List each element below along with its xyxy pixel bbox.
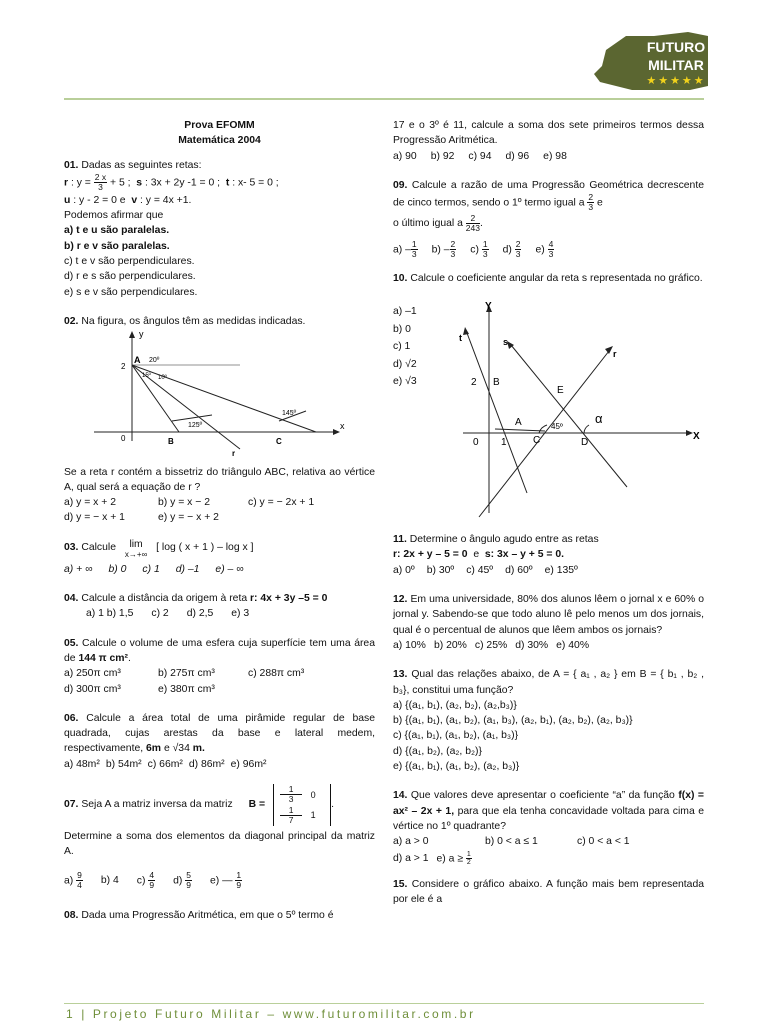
q09-text2: o último igual a — [393, 218, 463, 230]
question-09: 09. Calcule a razão de uma Progressão Geométrica decrescente de cinco termos, sendo o 1º termo igual a $\frac{2}{3}$ e o último igual a $\frac{2}{243}$ . a) – $\frac{1}{3}$ b) – $\frac{2}{3}$ c) $\frac{1}{3}$ d) $\frac{2}{3}$ e) $\frac{4}{3}$ — [393, 179, 704, 259]
logo-line2: MILITAR — [648, 57, 704, 73]
q10-label-s: s — [503, 337, 509, 348]
q01-number: 01. — [64, 159, 79, 171]
q14-function: f(x) = ax² – 2x + 1, — [393, 790, 704, 817]
logo-stars: ★★★★★ — [646, 75, 706, 87]
q01-r-post: + 5 ; — [110, 177, 131, 189]
question-15 — [393, 877, 704, 908]
q04-text: Calcule a distância da origem à reta — [81, 593, 248, 605]
q14-text2: para que ela tenha concavidade voltada para cima e vértice no 1º quadrante? — [393, 805, 705, 832]
q06-lateral-length: √34 — [172, 743, 190, 755]
page-footer: 1 | Projeto Futuro Militar – www.futuromilitar.com.br — [66, 1007, 476, 1021]
q14-text: Que valores deve apresentar o coeficiente “a” da função — [410, 790, 675, 802]
q11-option-c: c) 45º — [466, 564, 494, 576]
q03-expression: [ log ( x + 1 ) – log x ] — [156, 541, 254, 553]
q02-label-x: x — [340, 421, 345, 432]
header-divider — [64, 98, 704, 100]
q14-option-b: b) 0 < a ≤ 1 — [485, 836, 538, 848]
q05-number: 05. — [64, 637, 79, 649]
q06-number: 06. — [64, 712, 79, 724]
q01-t-eq: : x- 5 = 0 ; — [232, 177, 279, 189]
q01-lead: Podemos afirmar que — [64, 210, 164, 222]
q07-option-a: a) $\frac{9}{4}$ — [64, 870, 82, 891]
question-03 — [64, 540, 375, 577]
question-10 — [393, 271, 704, 523]
q02-option-d: d) y = − x + 1 — [64, 512, 125, 524]
q07-option-e: e) — $\frac{1}{9}$ — [209, 870, 242, 891]
q06-option-c: c) 66m² — [147, 758, 183, 770]
q09-and: e — [597, 197, 603, 209]
q04-equation: r: 4x + 3y –5 = 0 — [250, 593, 328, 605]
q10-label-A: A — [515, 417, 522, 429]
q05-option-c: c) 288π cm³ — [248, 668, 305, 680]
q14-number: 14. — [393, 790, 408, 802]
right-column — [393, 118, 704, 907]
q10-number: 10. — [393, 273, 408, 285]
q05-area: 144 π cm² — [78, 652, 128, 664]
q02-option-a: a) y = x + 2 — [64, 497, 116, 509]
q01-option-b: b) r e v são paralelas. — [64, 240, 170, 252]
q14-option-a: a) a > 0 — [393, 836, 429, 848]
q12-option-a: a) 10% — [393, 639, 426, 651]
q05-option-e: e) 380π cm³ — [158, 683, 215, 695]
q01-u-eq: : y - 2 = 0 e — [73, 194, 126, 206]
q09-option-e: e) $\frac{4}{3}$ — [535, 238, 554, 259]
q09-option-d: d) $\frac{2}{3}$ — [502, 238, 521, 259]
q08-option-a: a) 90 — [393, 150, 417, 162]
q10-option-c: c) 1 — [393, 341, 411, 353]
q10-line-r — [479, 351, 609, 517]
q01-t-label: t — [225, 177, 230, 189]
logo-line1: FUTURO — [646, 39, 706, 55]
q14-option-d: d) a > 1 — [393, 852, 429, 864]
q09-option-c: c) $\frac{1}{3}$ — [470, 238, 488, 259]
question-07: 07. Seja A a matriz inversa da matriz B = 1 3 0 1 7 1 . Determine a soma dos elementos da diagonal principal da matriz A. a) $\frac{9}{4}$ b) 4 c) $\frac{4}{9}$ d) $\frac{5}{9}$ e) — $\frac{1}{9}$ — [64, 784, 375, 891]
q13-option-d: d) {(a₁, b₂), (a₂, b₂)} — [393, 745, 482, 757]
doc-title: Prova EFOMM — [184, 120, 255, 131]
q08-option-e: e) 98 — [543, 150, 567, 162]
q10-option-e: e) √3 — [393, 376, 417, 388]
q10-label-r: r — [613, 349, 617, 360]
q14-option-e: e) a ≥ $\frac{1}{2}$ — [436, 850, 471, 866]
q01-v-label: v — [131, 194, 138, 206]
q01-r-fraction: $\frac{2 x}{3}$ — [94, 171, 107, 192]
q01-r-label: r — [64, 177, 69, 189]
q10-text: Calcule o coeficiente angular da reta s representada no gráfico. — [410, 273, 703, 285]
q11-option-e: e) 135º — [544, 564, 578, 576]
q10-line-s — [511, 345, 627, 487]
q12-text: Em uma universidade, 80% dos alunos lêem o jornal x e 60% o jornal y. Sabendo-se que todo aluno lê pelo menos um dos jornais, qual é o percentual de alunos que lêem ambos os jornais? — [393, 594, 704, 636]
q07-number: 07. — [64, 799, 79, 811]
q02-line-ab — [132, 365, 179, 432]
q03-number: 03. — [64, 541, 79, 553]
q06-option-a: a) 48m² — [64, 758, 100, 770]
q07-option-b: b) 4 — [100, 874, 119, 886]
q02-angle-125: 125º — [188, 422, 203, 430]
q07-matrix-label: B = — [248, 799, 266, 811]
q11-and: e — [473, 549, 480, 561]
doc-subtitle: Matemática 2004 — [178, 135, 261, 147]
q06-option-b: b) 54m² — [105, 758, 142, 770]
q10-label-1: 1 — [501, 437, 507, 449]
q10-option-d: d) √2 — [393, 358, 417, 370]
q13-number: 13. — [393, 669, 408, 681]
q02-angle-145: 145º — [282, 410, 297, 418]
q11-line-s: s: 3x – y + 5 = 0. — [484, 549, 565, 561]
q15-number: 15. — [393, 878, 408, 890]
q02-label-2: 2 — [121, 362, 126, 372]
q01-option-c: c) t e v são perpendiculares. — [64, 256, 195, 268]
q08-text-cont: 17 e o 3º é 11, calcule a soma dos sete primeiros termos dessa Progressão Aritmética. — [393, 120, 704, 147]
q02-label-y: y — [139, 329, 144, 340]
q01-u-label: u — [64, 194, 71, 206]
footer-divider — [64, 1003, 704, 1004]
q14-option-c: c) 0 < a < 1 — [577, 836, 630, 848]
q10-label-X: X — [693, 431, 700, 443]
q07-matrix: 1 3 0 1 7 1 — [273, 784, 331, 826]
q07-option-c: c) $\frac{4}{9}$ — [136, 870, 155, 891]
q11-text: Determine o ângulo agudo entre as retas — [409, 534, 599, 546]
question-14 — [393, 788, 704, 867]
q04-number: 04. — [64, 593, 79, 605]
q02-label-r: r — [232, 449, 236, 459]
q01-text: Dadas as seguintes retas: — [81, 159, 202, 171]
q07-text2: Determine a soma dos elementos da diagonal principal da matriz A. — [64, 831, 375, 858]
q03-option-a: a) + ∞ — [64, 563, 93, 575]
q12-option-b: b) 20% — [433, 639, 467, 651]
q06-unit: m. — [192, 743, 205, 755]
q01-s-eq: : 3x + 2y -1 = 0 ; — [144, 177, 221, 189]
q02-text: Na figura, os ângulos têm as medidas indicadas. — [81, 315, 306, 327]
q11-option-a: a) 0º — [393, 564, 415, 576]
left-column — [64, 118, 375, 923]
question-08 — [64, 908, 375, 923]
q10-figure — [447, 301, 707, 523]
q02-text2: Se a reta r contém a bissetriz do triângulo ABC, relativa ao vértice A, qual será a equação de r ? — [64, 466, 375, 493]
question-01 — [64, 158, 375, 300]
q08-number: 08. — [64, 909, 79, 921]
q03-limit: lim x→+∞ — [124, 538, 148, 559]
q03-option-b: b) 0 — [108, 563, 127, 575]
futuro-militar-logo — [592, 30, 710, 92]
q01-s-label: s — [136, 177, 143, 189]
q10-line-t — [467, 333, 527, 493]
q10-option-b: b) 0 — [393, 323, 411, 335]
q06-and: e — [163, 743, 170, 755]
q10-label-D: D — [581, 437, 589, 449]
q05-text: Calcule o volume de uma esfera cuja superfície tem uma área de — [64, 637, 375, 664]
question-04 — [64, 591, 375, 622]
q02-label-0: 0 — [121, 434, 126, 444]
q10-label-t: t — [459, 333, 462, 344]
q06-option-e: e) 96m² — [230, 758, 267, 770]
q02-label-A: A — [134, 355, 141, 366]
logo-shape — [592, 30, 710, 92]
q02-figure — [64, 329, 375, 459]
q06-base-length: 6m — [146, 743, 162, 755]
q10-angle-alpha: α — [595, 411, 603, 427]
q06-text: Calcule a área total de uma pirâmide regular de base quadrada, cujas arestas da base e lateral medem, respectivamente, — [64, 712, 375, 755]
q12-number: 12. — [393, 594, 408, 606]
q10-label-Y: Y — [485, 301, 492, 313]
q10-option-a: a) –1 — [393, 306, 417, 318]
question-05: 05. Calcule o volume de uma esfera cuja superfície tem uma área de 144 π cm². a) 250π cm³ b) 275π cm³ c) 288π cm³ d) 300π cm³ e) 380π cm³ — [64, 636, 375, 697]
q03-option-d: d) –1 — [175, 563, 200, 575]
q02-option-c: c) y = − 2x + 1 — [248, 497, 315, 509]
q13-option-a: a) {(a₁, b₁), (a₂, b₂), (a₂,b₃)} — [393, 699, 517, 711]
q12-option-c: c) 25% — [474, 639, 508, 651]
question-11 — [393, 532, 704, 578]
q05-option-a: a) 250π cm³ — [64, 668, 121, 680]
q01-option-d: d) r e s são perpendiculares. — [64, 271, 196, 283]
question-13 — [393, 667, 704, 774]
q12-option-e: e) 40% — [556, 639, 590, 651]
q13-option-e: e) {(a₁, b₁), (a₁, b₂), (a₂, b₃)} — [393, 761, 520, 773]
q03-option-c: c) 1 — [142, 563, 160, 575]
q02-angle-20: 20º — [149, 357, 160, 365]
q10-label-B: B — [493, 377, 500, 389]
q06-option-d: d) 86m² — [188, 758, 225, 770]
q04-option-c: c) 2 — [151, 608, 169, 620]
q13-option-c: c) {(a₁, b₁), (a₁, b₂), (a₁, b₃)} — [393, 730, 519, 742]
q10-label-0: 0 — [473, 437, 479, 449]
q09-text: Calcule a razão de uma Progressão Geométrica decrescente de cinco termos, sendo o 1º termo igual a — [393, 179, 704, 209]
q13-text: Qual das relações abaixo, de A = { a₁ , a₂ } em B = { b₁ , b₂ , b₃}, constitui uma função? — [393, 669, 704, 696]
q02-option-e: e) y = − x + 2 — [158, 512, 219, 524]
q08-option-c: c) 94 — [468, 150, 492, 162]
q09-option-a: a) – $\frac{1}{3}$ — [393, 238, 417, 259]
q09-number: 09. — [393, 179, 408, 191]
q15-text: Considere o gráfico abaixo. A função mais bem representada por ele é a — [393, 878, 704, 905]
q02-label-C: C — [276, 437, 282, 447]
q12-option-d: d) 30% — [515, 639, 549, 651]
q05-option-b: b) 275π cm³ — [158, 668, 215, 680]
q02-angle-10: 10º — [158, 375, 167, 382]
q07-option-d: d) $\frac{5}{9}$ — [173, 870, 191, 891]
q11-number: 11. — [393, 534, 407, 546]
q13-option-b: b) {(a₁, b₁), (a₁, b₂), (a₁, b₃), (a₂, b₁), (a₂, b₂), (a₂, b₃)} — [393, 715, 633, 727]
q01-option-e: e) s e v são perpendiculares. — [64, 286, 198, 298]
q01-option-a: a) t e u são paralelas. — [64, 225, 170, 237]
q08-text: Dada uma Progressão Aritmética, em que o 5º termo é — [81, 909, 334, 921]
q01-v-eq: : y = 4x +1. — [139, 194, 192, 206]
q10-label-E: E — [557, 385, 564, 397]
q11-line-r: r: 2x + y – 5 = 0 — [393, 549, 468, 561]
q03-option-e: e) – ∞ — [215, 563, 244, 575]
question-08-cont — [393, 118, 704, 164]
q11-option-b: b) 30º — [426, 564, 455, 576]
q02-number: 02. — [64, 315, 79, 327]
q10-angle-45: 45º — [551, 422, 563, 432]
q07-text: Seja A a matriz inversa da matriz — [81, 799, 233, 811]
q03-text: Calcule — [81, 541, 116, 553]
q05-option-d: d) 300π cm³ — [64, 683, 121, 695]
question-12 — [393, 592, 704, 653]
q02-label-B: B — [168, 437, 174, 447]
q08-option-d: d) 96 — [505, 150, 530, 162]
question-06 — [64, 711, 375, 772]
q11-option-d: d) 60º — [505, 564, 533, 576]
q04-option-ab: a) 1 b) 1,5 — [86, 608, 134, 620]
q10-label-C: C — [533, 435, 541, 447]
question-02 — [64, 314, 375, 526]
q02-angle-15: 15º — [142, 373, 151, 380]
q01-r-pre: : y = — [70, 177, 91, 189]
q10-label-2: 2 — [471, 377, 477, 389]
q04-option-e: e) 3 — [231, 608, 250, 620]
q02-option-b: b) y = x − 2 — [158, 497, 210, 509]
q09-option-b: b) – $\frac{2}{3}$ — [431, 238, 456, 259]
q04-option-d: d) 2,5 — [186, 608, 214, 620]
q08-option-b: b) 92 — [430, 150, 455, 162]
